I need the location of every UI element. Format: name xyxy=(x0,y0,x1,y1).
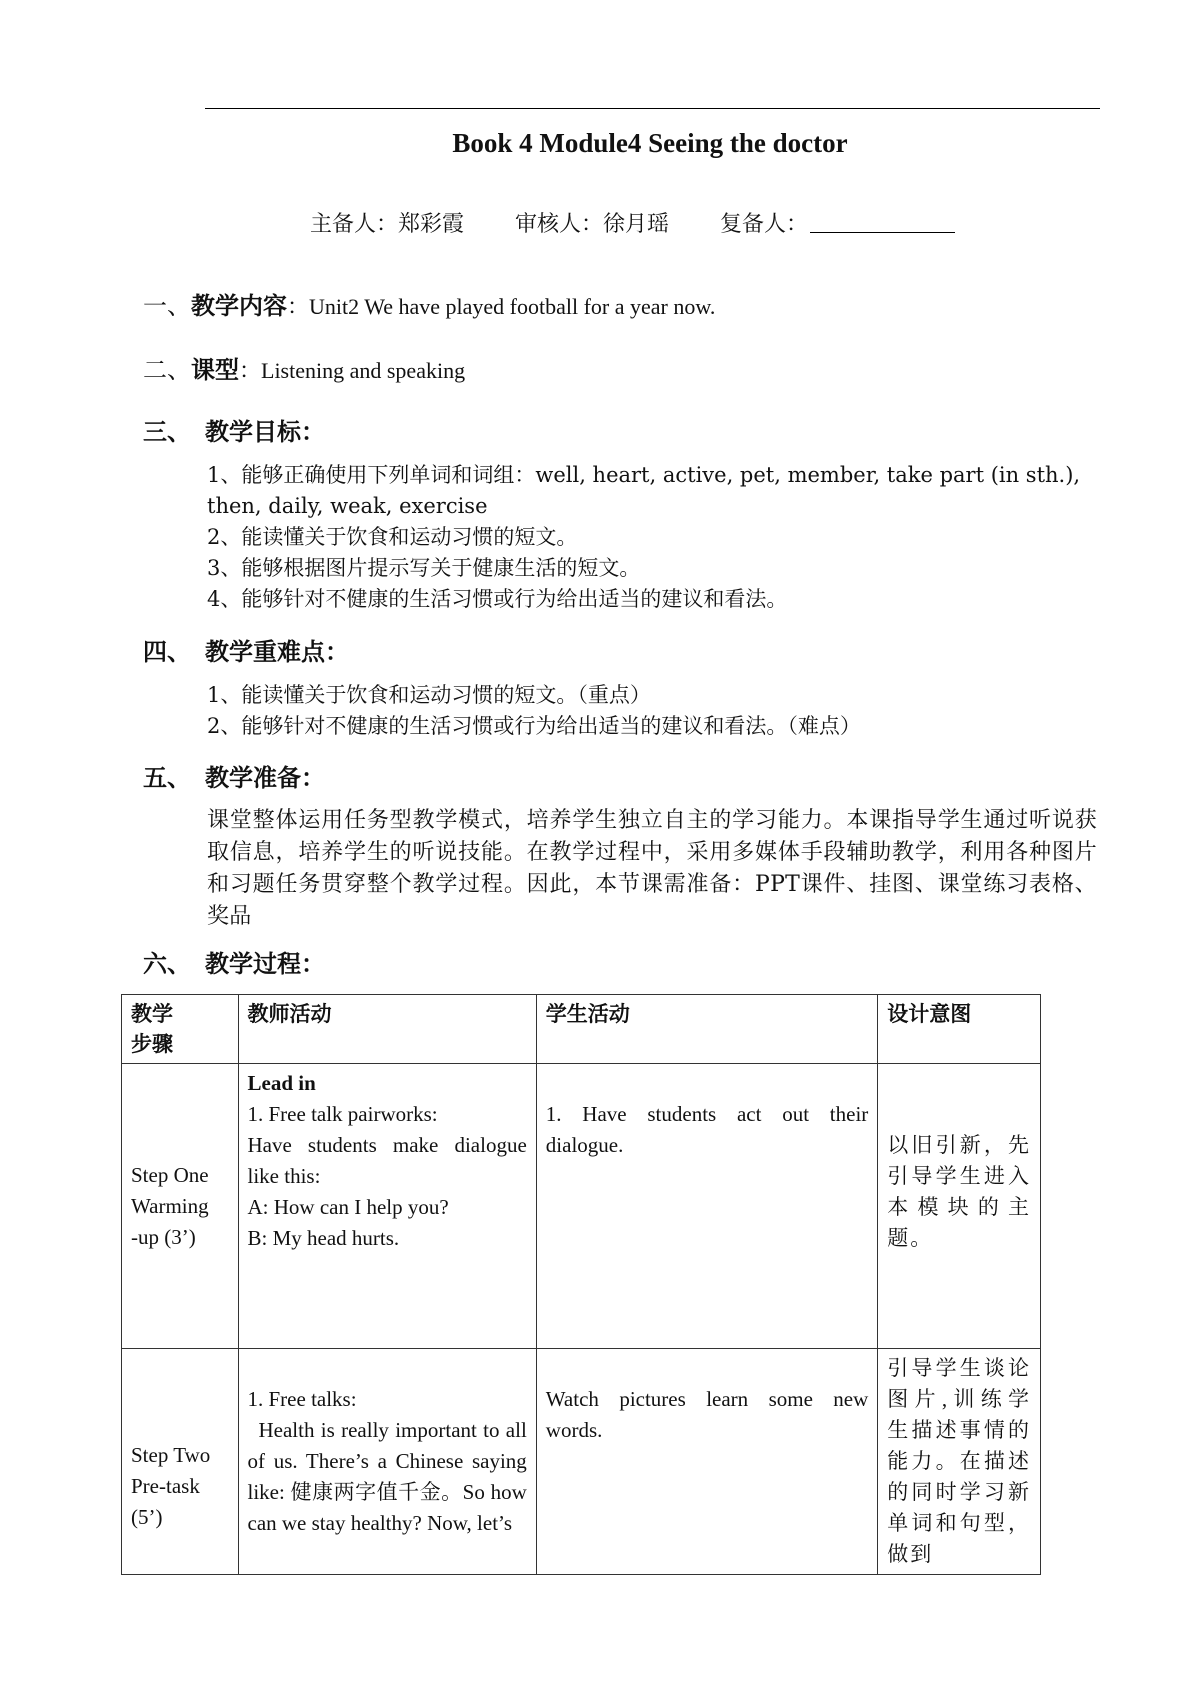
list-item: 2、能够针对不健康的生活习惯或行为给出适当的建议和看法。（难点） xyxy=(207,714,861,738)
preparation-text: 课堂整体运用任务型教学模式，培养学生独立自主的学习能力。本课指导学生通过听说获取信息，培养学生的听说技能。在教学过程中，采用多媒体手段辅助教学，利用各种图片和习题任务贯穿整个教学过程。因此，本节课需准备：PPT课件、挂图、课堂练习表格、奖品 xyxy=(207,808,1097,929)
section-heading: 教学重难点： xyxy=(205,637,349,666)
section-heading: 教学目标： xyxy=(205,417,325,446)
process-table xyxy=(121,994,1041,1575)
key-points-list xyxy=(207,680,1097,742)
section-number: 三、 xyxy=(143,417,191,446)
design-intent xyxy=(878,1064,1041,1349)
table-header-row xyxy=(122,995,1041,1064)
list-item: 1、能够正确使用下列单词和词组：well, heart, active, pet, member, take part (in sth.), xyxy=(207,463,1081,487)
co-preparer-label: 复备人： xyxy=(720,212,809,237)
step-line: (5’) xyxy=(131,1505,163,1529)
co-preparer-blank xyxy=(810,212,955,233)
activity-text: Watch pictures learn some new words. xyxy=(545,1387,869,1442)
section-number: 四、 xyxy=(143,637,191,666)
section-heading: 教学过程： xyxy=(205,949,325,978)
activity-text: 1. Have students act out their dialogue. xyxy=(545,1102,869,1157)
section-preparation xyxy=(143,758,325,793)
doc-title: Book 4 Module4 Seeing the doctor xyxy=(452,128,848,158)
reviewer: 审核人：徐月瑶 xyxy=(515,212,670,237)
objectives-list xyxy=(207,460,1097,615)
header-step xyxy=(122,995,239,1064)
section-number: 一、 xyxy=(143,292,191,320)
step-line: Pre-task xyxy=(131,1474,200,1498)
section-number: 二、 xyxy=(143,356,191,384)
dialogue-line: B: My head hurts. xyxy=(247,1226,400,1250)
list-item: 2、能读懂关于饮食和运动习惯的短文。 xyxy=(207,525,578,549)
activity-heading: Lead in xyxy=(247,1071,316,1095)
activity-text: Health is really important to all of us. There’s a Chinese saying like: 健康两字值千金。So how can we stay healthy? Now, let’s xyxy=(247,1418,527,1535)
activity-text: 1. Free talk pairworks: xyxy=(247,1102,438,1126)
header-step-line: 教学 xyxy=(131,1002,173,1026)
design-text: 以旧引新，先引导学生进入本模块的主题。 xyxy=(887,1133,1031,1250)
section-process xyxy=(143,944,325,979)
activity-text: 1. Free talks: xyxy=(247,1387,357,1411)
activity-text: Have students make dialogue like this: xyxy=(247,1133,527,1188)
preparer-line xyxy=(310,207,999,238)
list-item: then, daily, weak, exercise xyxy=(207,494,488,518)
main-preparer: 主备人：郑彩霞 xyxy=(310,212,465,237)
section-body: ：Listening and speaking xyxy=(239,358,466,383)
section-number: 六、 xyxy=(143,949,191,978)
design-intent xyxy=(878,1349,1041,1575)
header-teacher: 教师活动 xyxy=(238,995,536,1064)
step-line: Step Two xyxy=(131,1443,211,1467)
header-rule xyxy=(205,108,1100,109)
step-line: Step One xyxy=(131,1162,209,1187)
table-row xyxy=(122,1064,1041,1349)
dialogue-line: A: How can I help you? xyxy=(247,1195,449,1219)
step-cell xyxy=(122,1064,239,1349)
header-design: 设计意图 xyxy=(878,995,1041,1064)
list-item: 4、能够针对不健康的生活习惯或行为给出适当的建议和看法。 xyxy=(207,587,788,611)
section-heading: 教学准备： xyxy=(205,763,325,792)
student-activity xyxy=(536,1349,877,1575)
step-line: Warming xyxy=(131,1193,209,1218)
design-text: 引导学生谈论图片,训练学生描述事情的能力。在描述的同时学习新单词和句型，做到 xyxy=(887,1356,1031,1566)
student-activity xyxy=(536,1064,877,1349)
section-objectives xyxy=(143,412,325,447)
section-lesson-type xyxy=(143,350,465,385)
teacher-activity xyxy=(238,1064,536,1349)
section-heading: 教学内容 xyxy=(191,291,287,320)
teacher-activity xyxy=(238,1349,536,1575)
list-item: 3、能够根据图片提示写关于健康生活的短文。 xyxy=(207,556,641,580)
header-student: 学生活动 xyxy=(536,995,877,1064)
table-row xyxy=(122,1349,1041,1575)
list-item: 1、能读懂关于饮食和运动习惯的短文。（重点） xyxy=(207,683,651,707)
section-body: ：Unit2 We have played football for a year now. xyxy=(287,294,716,319)
section-key-points xyxy=(143,632,349,667)
section-content xyxy=(143,286,715,321)
section-number: 五、 xyxy=(143,763,191,792)
step-cell xyxy=(122,1349,239,1575)
header-step-line: 步骤 xyxy=(131,1032,173,1056)
step-line: -up (3’) xyxy=(131,1224,196,1249)
section-heading: 课型 xyxy=(191,355,239,384)
